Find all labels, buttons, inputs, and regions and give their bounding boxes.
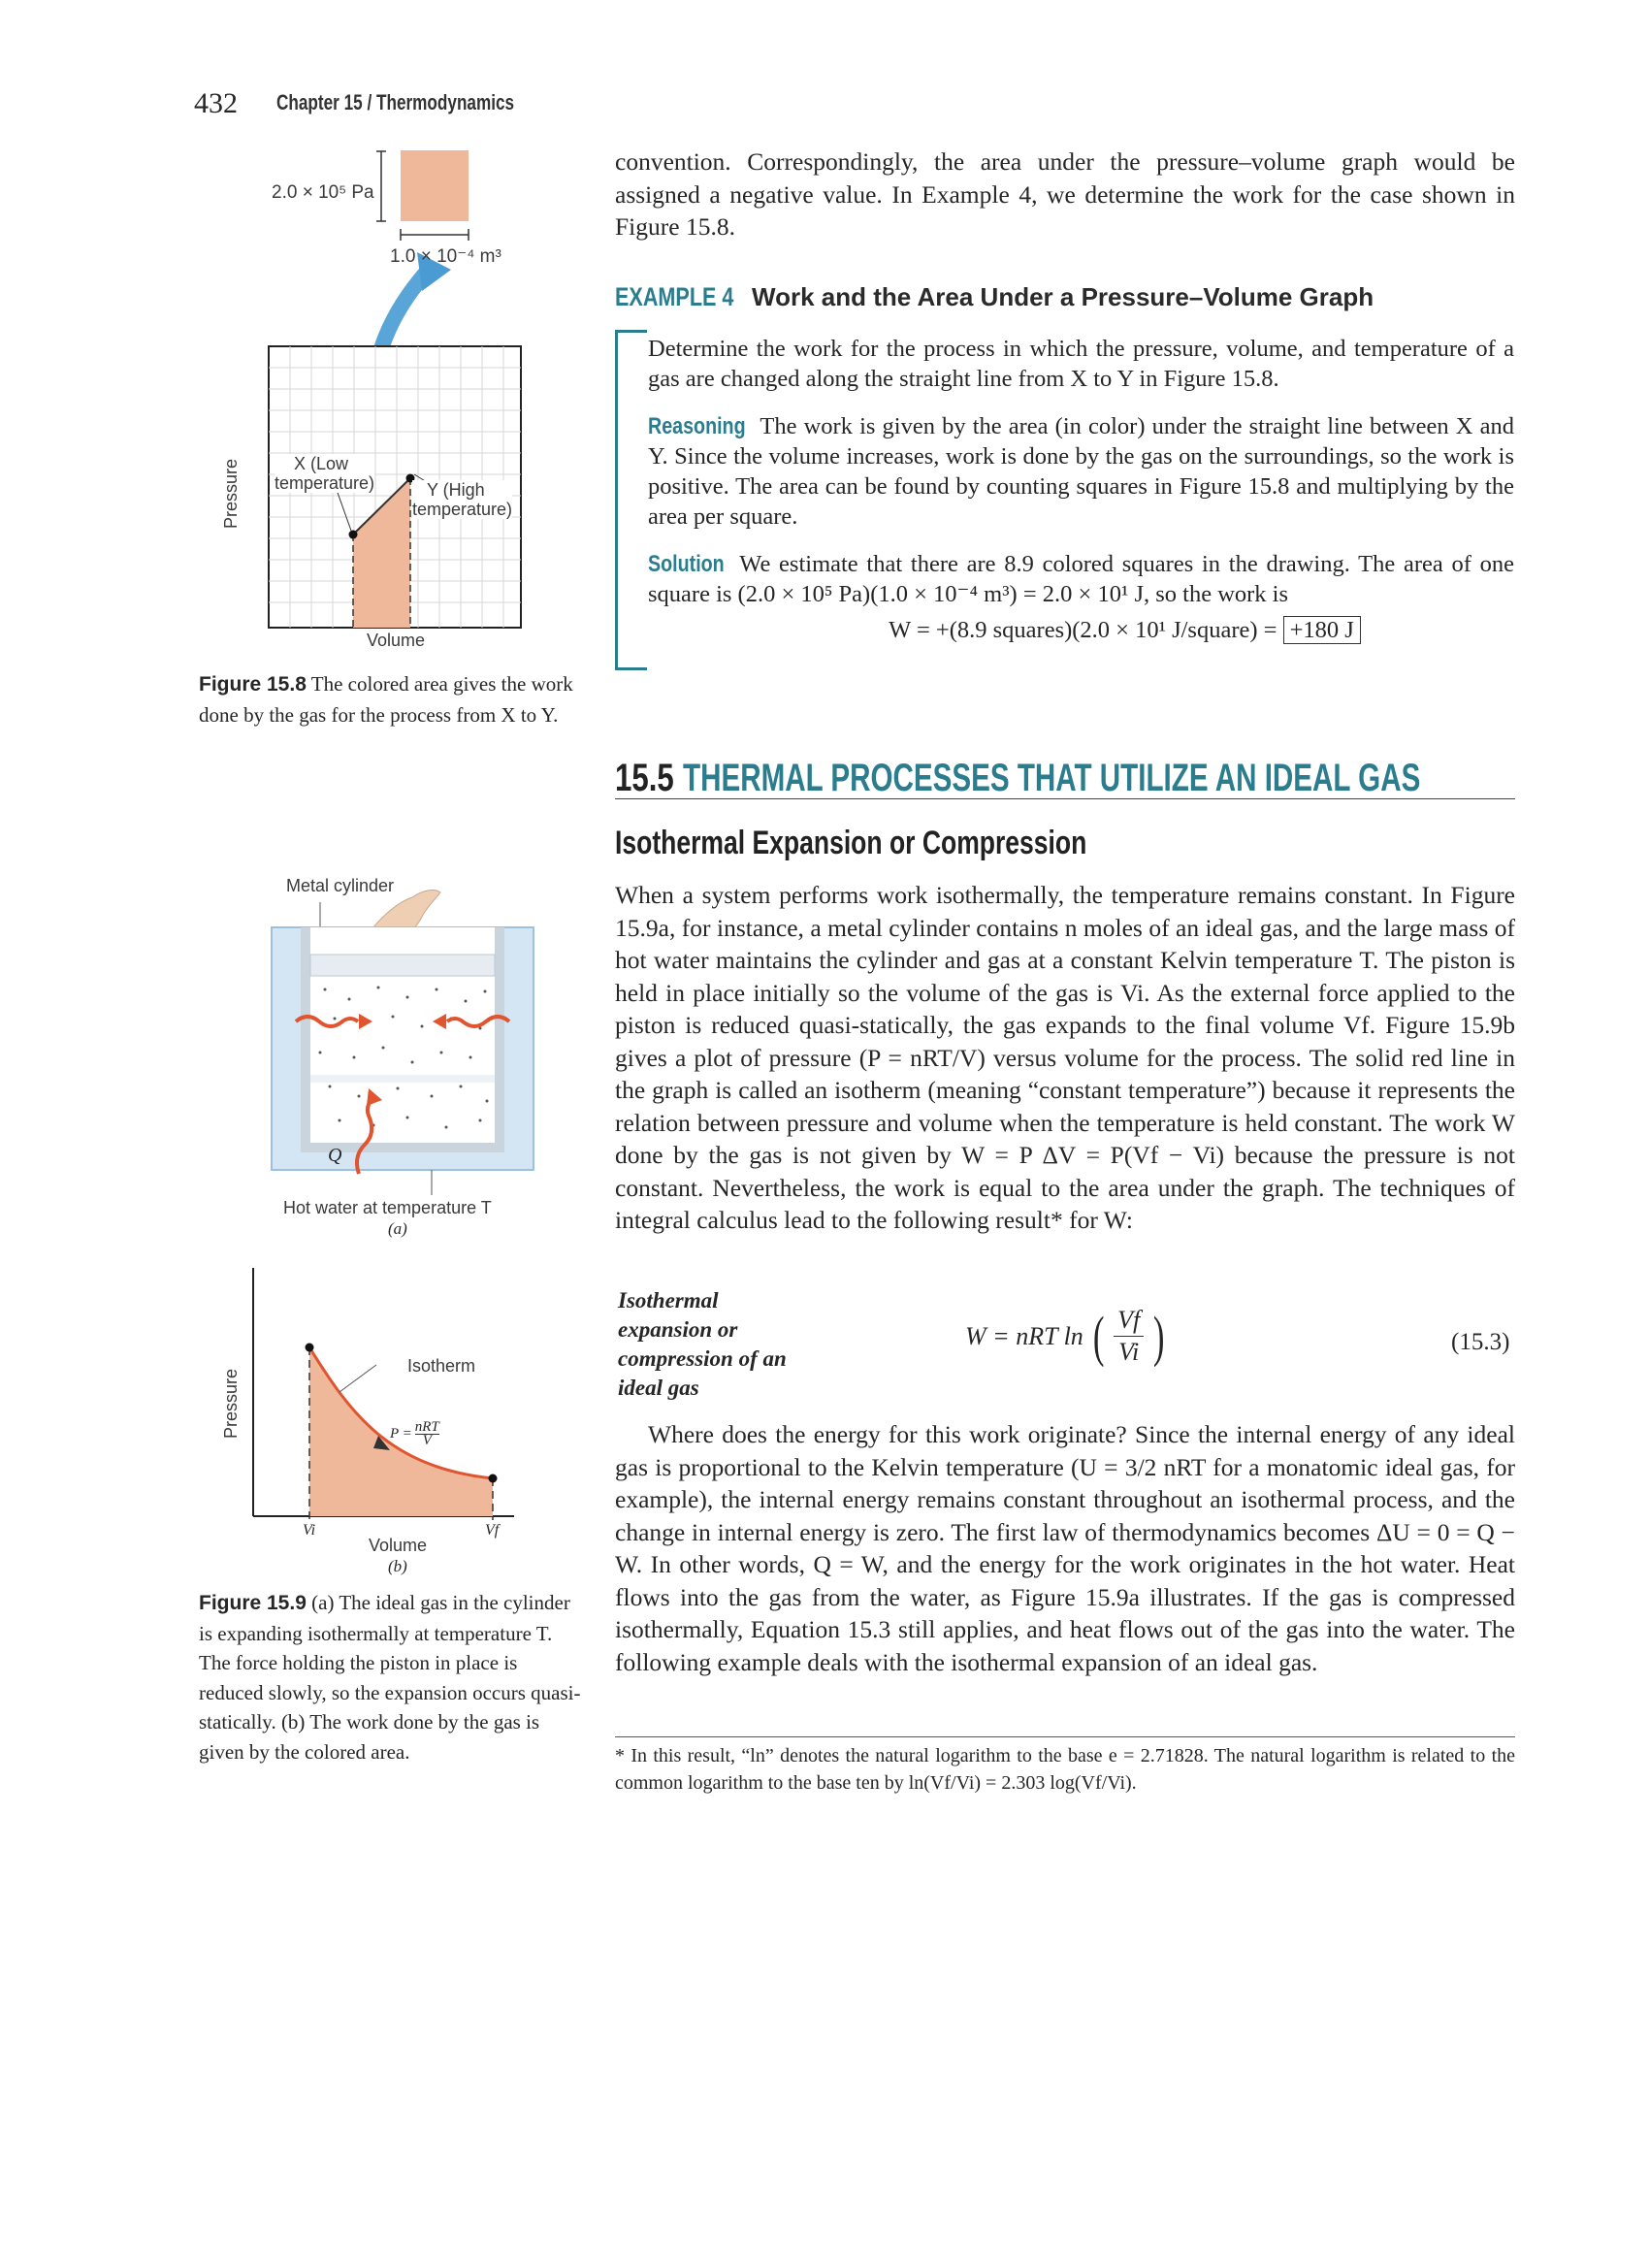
page-number: 432: [194, 87, 238, 119]
caption-text: The colored area gives the work done by the gas for the process from X to Y.: [199, 672, 573, 727]
figure-15-8: [223, 146, 572, 650]
hot-water-label: Hot water at temperature T: [283, 1198, 492, 1217]
eq-lhs: W = nRT ln: [965, 1321, 1083, 1350]
q-label: Q: [328, 1145, 342, 1166]
x-point-label-1: X (Low: [294, 454, 349, 473]
section-rule: [615, 798, 1515, 799]
p-formula-num: nRT: [414, 1419, 439, 1435]
equation-15-3: W = nRT ln ( $\frac{Vf}{Vi}$ ): [965, 1304, 1165, 1368]
y-point-label-1: Y (High: [427, 480, 485, 500]
solution-equation: W = +(8.9 squares)(2.0 × 10¹ J/square) =: [889, 617, 1277, 643]
figure-15-8-graphic: [223, 146, 572, 650]
answer-box: +180 J: [1283, 616, 1361, 644]
vf-label: Vf: [485, 1522, 500, 1539]
pa-label: 2.0 × 10⁵ Pa: [272, 182, 374, 203]
solution-text: We estimate that there are 8.9 colored squares in the drawing. The area of one square is (2.0 × 10⁵ Pa)(1.0 × 10⁻⁴ m³) = 2.0 × 10¹ J, so the work is: [648, 551, 1514, 607]
piston: [310, 955, 495, 976]
figure-15-9-caption: [199, 1588, 582, 1766]
section-paragraph-2: Where does the energy for this work originate? Since the internal energy of any ideal gas is proportional to the Kelvin temperature (U = 3/2 nRT for a monatomic ideal gas, for example), the internal energy remains constant throughout an isothermal process, and the change in internal energy is zero. The first law of thermodynamics becomes ΔU = 0 = Q − W. In other words, Q = W, and the energy for the work originates in the hot water. Heat flows into the gas from the water, as Figure 15.9a illustrates. If the gas is compressed isothermally, Equation 15.3 still applies, and heat flows out of the gas into the water. The following example deals with the isothermal expansion of an ideal gas.: [615, 1420, 1515, 1676]
example-bracket: [615, 330, 647, 670]
chapter-title: Chapter 15 / Thermodynamics: [276, 90, 515, 114]
metal-cylinder-label: Metal cylinder: [286, 876, 395, 895]
footnote-rule: [615, 1736, 1515, 1737]
section-subtitle: Isothermal Expansion or Compression: [615, 825, 1087, 861]
footnote: * In this result, “ln” denotes the natural logarithm to the base e = 2.71828. The natural logarithm is related to the common logarithm to the base ten by ln(Vf/Vi) = 2.303 log(Vf/Vi).: [615, 1745, 1515, 1794]
example-label: EXAMPLE 4: [615, 282, 734, 311]
eq-side-label: Isothermal expansion or compression of an ideal gas: [618, 1288, 787, 1400]
part-a-label: (a): [388, 1219, 407, 1238]
isotherm-graphic: [223, 1266, 543, 1547]
section-paragraph-1: When a system performs work isothermally, the temperature remains constant. In Figure 15.9a, for instance, a metal cylinder contains n moles of an ideal gas, and the large mass of hot water maintains the cylinder and gas at a constant Kelvin temperature T. The piston is held in place initially so the volume of the gas is Vi. As the external force applied to the piston is reduced quasi-statically, the gas expands to the final volume Vf. Figure 15.9b gives a plot of pressure (P = nRT/V) versus volume for the process. The solid red line in the graph is called an isotherm (meaning “constant temperature”) because it represents the relation between pressure and volume when the temperature is held constant. The work W done by the gas is not given by W = P ΔV = P(Vf − Vi) because the pressure is not constant. Nevertheless, the work is equal to the area under the graph. The techniques of integral calculus lead to the following result* for W:: [615, 881, 1515, 1234]
example-title: Work and the Area Under a Pressure–Volume Graph: [752, 282, 1374, 311]
caption-text: (a) The ideal gas in the cylinder is expanding isothermally at temperature T. The force holding the piston in place is reduced slowly, so the expansion occurs quasi-statically. (b) The work done by the gas is given by the colored area.: [199, 1591, 581, 1764]
part-b-label: (b): [388, 1557, 407, 1575]
figure-15-9a: [262, 863, 543, 1203]
y-axis-label: Pressure: [221, 458, 241, 529]
section-heading: [615, 757, 1649, 800]
caption-label: Figure 15.8: [199, 673, 307, 696]
m3-label: 1.0 × 10⁻⁴ m³: [390, 246, 501, 267]
reasoning-text: The work is given by the area (in color) under the straight line between X and Y. Since the volume increases, work is done by the gas on the surroundings, so the work is positive. The area can be found by counting squares in Figure 15.8 and multiplying by the area per square.: [648, 413, 1514, 530]
eq-number: (15.3): [1451, 1329, 1510, 1355]
y-point-label: [412, 480, 512, 519]
caption-label: Figure 15.9: [199, 1592, 307, 1614]
y-point-label-2: temperature): [412, 500, 513, 519]
vi-label: Vi: [303, 1522, 316, 1539]
eq-num: Vf: [1114, 1305, 1144, 1337]
intro-paragraph: convention. Correspondingly, the area under the pressure–volume graph would be assigned a negative value. In Example 4, we determine the work for the case shown in Figure 15.8.: [615, 147, 1515, 241]
p-formula-den: V: [422, 1433, 432, 1448]
solution-label: Solution: [648, 551, 725, 577]
section-number: 15.5: [615, 757, 674, 799]
x-point-label: [275, 454, 374, 493]
example-body: [648, 334, 1514, 645]
volume-label-b: Volume: [369, 1536, 428, 1555]
eq-den: Vi: [1118, 1338, 1140, 1366]
p-formula: [390, 1421, 439, 1447]
section-title: THERMAL PROCESSES THAT UTILIZE AN IDEAL GAS: [682, 757, 1421, 799]
p-formula-lhs: P =: [390, 1426, 412, 1442]
reasoning-label: Reasoning: [648, 413, 746, 439]
x-point-label-2: temperature): [275, 473, 375, 493]
example-header: [615, 282, 1374, 312]
figure-15-8-caption: [199, 669, 582, 729]
pressure-axis-label: Pressure: [221, 1368, 241, 1439]
figure-15-9b: [223, 1266, 543, 1547]
unit-square: [401, 150, 469, 221]
isotherm-label: Isotherm: [407, 1356, 476, 1376]
x-axis-label: Volume: [367, 631, 426, 650]
point-x: [349, 531, 358, 539]
example-problem: Determine the work for the process in which the pressure, volume, and temperature of a gas are changed along the straight line from X to Y in Figure 15.8.: [648, 336, 1514, 392]
cylinder-graphic: [262, 863, 543, 1203]
